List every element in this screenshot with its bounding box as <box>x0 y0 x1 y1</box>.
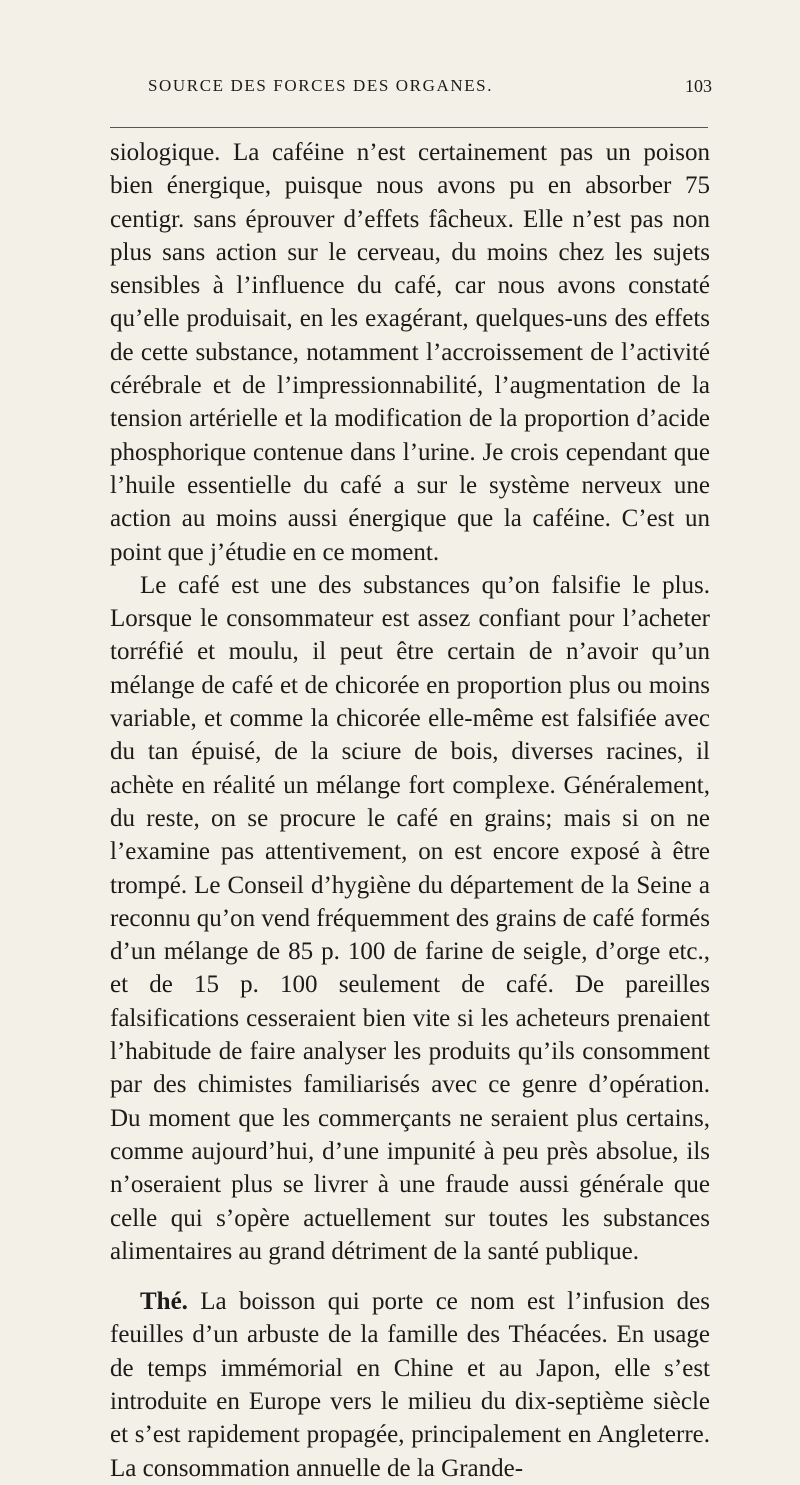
page-number: 103 <box>685 76 712 96</box>
header-rule <box>110 127 708 128</box>
body-text <box>110 136 710 1485</box>
paragraph-tea-text: La boisson qui porte ce nom est l’infusion des feuilles d’un arbuste de la famille des Théacées. En usage de temps immémorial en Chine et au Japon, elle s’est introduite en Europe vers le milieu du dix-septième siècle et s’est rapidement propagée, principalement en Angleterre. La consommation annuelle de la Grande- <box>110 1288 710 1482</box>
paragraph-caffeine: siologique. La caféine n’est certainement pas un poison bien énergique, puisque nous avons pu en absorber 75 centigr. sans éprouver d’effets fâcheux. Elle n’est pas non plus sans action sur le cerveau, du moins chez les sujets sensibles à l’influence du café, car nous avons constaté qu’elle produisait, en les exagérant, quelques-uns des effets de cette substance, notamment l’accroissement de l’activité cérébrale et de l’impressionnabilité, l’augmentation de la tension artérielle et la modification de la proportion d’acide phosphorique contenue dans l’urine. Je crois cependant que l’huile essentielle du café a sur le système nerveux une action au moins aussi énergique que la caféine. C’est un point que j’étudie en ce moment. <box>110 139 710 566</box>
paragraph-tea <box>110 1285 710 1485</box>
page-header <box>110 76 710 106</box>
running-title: SOURCE DES FORCES DES ORGANES. <box>148 76 494 95</box>
paragraph-coffee-falsification: Le café est une des substances qu’on falsifie le plus. Lorsque le consommateur est assez confiant pour l’acheter torréfié et moulu, il peut être certain de n’avoir qu’un mélange de café et de chicorée en proportion plus ou moins variable, et comme la chicorée elle-même est falsifiée avec du tan épuisé, de la sciure de bois, diverses racines, il achète en réalité un mélange fort complexe. Généralement, du reste, on se procure le café en grains; mais si on ne l’examine pas attentivement, on est encore exposé à être trompé. Le Conseil d’hygiène du département de la Seine a reconnu qu’on vend fréquemment des grains de café formés d’un mélange de 85 p. 100 de farine de seigle, d’orge etc., et de 15 p. 100 seulement de café. De pareilles falsifications cesseraient bien vite si les acheteurs prenaient l’habitude de faire analyser les produits qu’ils consomment par des chimistes familiarisés avec ce genre d’opération. Du moment que les commerçants ne seraient plus certains, comme aujourd’hui, d’une impunité à peu près absolue, ils n’oseraient plus se livrer à une fraude aussi générale que celle qui s’opère actuellement sur toutes les substances alimentaires au grand détriment de la santé publique. <box>110 571 710 1265</box>
section-heading-the: Thé. <box>140 1288 188 1316</box>
